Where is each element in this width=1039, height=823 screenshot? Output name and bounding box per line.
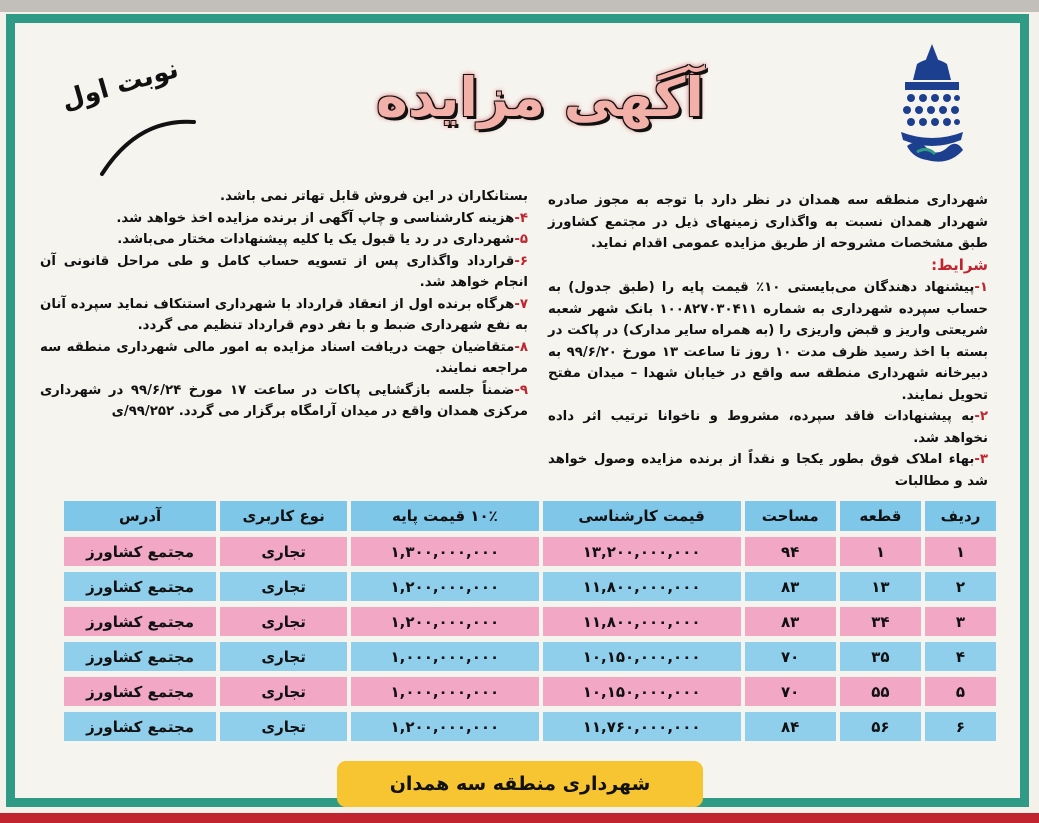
cell-plot: ۱۳ [840, 572, 921, 601]
table-row [64, 677, 996, 706]
condition-number: ۱- [974, 280, 988, 295]
cell-base-price: ۱,۲۰۰,۰۰۰,۰۰۰ [351, 712, 539, 741]
cell-expert-price: ۱۰,۱۵۰,۰۰۰,۰۰۰ [543, 677, 741, 706]
cell-base-price: ۱,۰۰۰,۰۰۰,۰۰۰ [351, 642, 539, 671]
condition-text: هزینه کارشناسی و چاپ آگهی از برنده مزایده اخذ خواهد شد. [116, 210, 515, 226]
condition-item [40, 251, 528, 294]
top-edge [0, 0, 1039, 12]
table-row [64, 537, 996, 566]
condition-item [40, 380, 528, 423]
header-usage-type: نوع کاربری [220, 501, 347, 531]
cell-row-number: ۲ [925, 572, 996, 601]
header-address: آدرس [64, 501, 216, 531]
condition-item [40, 294, 528, 337]
municipality-logo-icon [887, 40, 977, 170]
cell-expert-price: ۱۱,۸۰۰,۰۰۰,۰۰۰ [543, 607, 741, 636]
table-row [64, 572, 996, 601]
condition-item [548, 277, 988, 406]
cell-base-price: ۱,۲۰۰,۰۰۰,۰۰۰ [351, 607, 539, 636]
cell-address: مجتمع کشاورز [64, 572, 216, 601]
round-label: نوبت اول [58, 54, 182, 116]
cell-usage-type: تجاری [220, 642, 347, 671]
bottom-red-bar [0, 813, 1039, 823]
condition-number: ۲- [974, 409, 988, 424]
condition-text: هرگاه برنده اول از انعقاد قرارداد با شهرداری استنکاف نماید سپرده آنان به نفع شهرداری ضبط و با نفر دوم قرارداد تنظیم می گردد. [40, 296, 528, 333]
cell-expert-price: ۱۳,۲۰۰,۰۰۰,۰۰۰ [543, 537, 741, 566]
footer-municipality-name: شهرداری منطقه سه همدان [340, 764, 700, 804]
condition-text: بهاء املاک فوق بطور یکجا و نقداً از برنده مزایده وصول خواهد شد و مطالبات [548, 452, 988, 489]
cell-row-number: ۱ [925, 537, 996, 566]
condition-number: ۹- [514, 382, 528, 398]
cell-address: مجتمع کشاورز [64, 712, 216, 741]
condition-item [40, 208, 528, 230]
notice-left-column [40, 186, 528, 423]
condition-text: پیشنهاد دهندگان می‌بایستی ۱۰٪ قیمت پایه را (طبق جدول) به حساب سپرده شهرداری به شماره ۱۰۰۸۲۷۰۳۰۴۱۱ بانک شهر شعبه شریعتی واریز و قبض واریزی را (به همراه سایر مدارک) در پاکت در بسته با اخذ رسید ظرف مدت ۱۰ روز تا ساعت ۱۳ مورخ ۹۹/۶/۲۰ به دبیرخانه شهرداری منطقه سه واقع در خیابان شهدا – میدان مفتح تحویل نمایند. [548, 280, 988, 403]
cell-usage-type: تجاری [220, 537, 347, 566]
cell-area: ۷۰ [745, 642, 836, 671]
condition-text: شهرداری در رد یا قبول یک یا کلیه پیشنهادات مختار می‌باشد. [117, 232, 515, 247]
cell-area: ۸۳ [745, 572, 836, 601]
cell-usage-type: تجاری [220, 572, 347, 601]
cell-plot: ۳۴ [840, 607, 921, 636]
table-header-row [64, 501, 996, 531]
condition-item [40, 337, 528, 380]
condition-text: بستانکاران در این فروش قابل تهاتر نمی باشد. [220, 189, 528, 204]
condition-item [40, 229, 528, 251]
header-plot: قطعه [840, 501, 921, 531]
table-row [64, 607, 996, 636]
cell-row-number: ۳ [925, 607, 996, 636]
cell-usage-type: تجاری [220, 712, 347, 741]
cell-plot: ۵۶ [840, 712, 921, 741]
cell-area: ۸۳ [745, 607, 836, 636]
cell-area: ۷۰ [745, 677, 836, 706]
cell-plot: ۱ [840, 537, 921, 566]
cell-area: ۸۴ [745, 712, 836, 741]
cell-expert-price: ۱۰,۱۵۰,۰۰۰,۰۰۰ [543, 642, 741, 671]
notice-title: آگهی مزایده [376, 66, 704, 129]
table-row [64, 642, 996, 671]
auction-table [60, 495, 1000, 747]
cell-area: ۹۴ [745, 537, 836, 566]
table-row [64, 712, 996, 741]
intro-paragraph: شهرداری منطقه سه همدان در نظر دارد با توجه به مجوز صادره شهردار همدان نسبت به واگذاری زمینهای ذیل در مجتمع کشاورز طبق مشخصات مشروحه از طریق مزایده عمومی اقدام نماید. [548, 193, 988, 251]
condition-item [548, 406, 988, 449]
condition-number: ۳- [974, 452, 988, 467]
cell-usage-type: تجاری [220, 607, 347, 636]
cell-row-number: ۶ [925, 712, 996, 741]
condition-item [40, 186, 528, 208]
cell-plot: ۵۵ [840, 677, 921, 706]
cell-row-number: ۴ [925, 642, 996, 671]
header-expert-price: قیمت کارشناسی [543, 501, 741, 531]
cell-expert-price: ۱۱,۸۰۰,۰۰۰,۰۰۰ [543, 572, 741, 601]
cell-address: مجتمع کشاورز [64, 607, 216, 636]
condition-text: متقاضیان جهت دریافت اسناد مزایده به امور مالی شهرداری منطقه سه مراجعه نمایند. [40, 339, 528, 376]
cell-expert-price: ۱۱,۷۶۰,۰۰۰,۰۰۰ [543, 712, 741, 741]
condition-number: ۵- [514, 232, 528, 247]
cell-address: مجتمع کشاورز [64, 537, 216, 566]
condition-text: به پیشنهادات فاقد سپرده، مشروط و ناخوانا ترتیب اثر داده نخواهد شد. [548, 409, 988, 446]
header-area: مساحت [745, 501, 836, 531]
cell-base-price: ۱,۰۰۰,۰۰۰,۰۰۰ [351, 677, 539, 706]
cell-base-price: ۱,۲۰۰,۰۰۰,۰۰۰ [351, 572, 539, 601]
cell-usage-type: تجاری [220, 677, 347, 706]
cell-address: مجتمع کشاورز [64, 642, 216, 671]
condition-text: قرارداد واگذاری پس از تسویه حساب کامل و طی مراحل قانونی آن انجام خواهد شد. [40, 253, 528, 290]
conditions-title: شرایط: [931, 255, 988, 274]
condition-number: ۷- [514, 296, 528, 312]
cell-address: مجتمع کشاورز [64, 677, 216, 706]
condition-number: ۶- [514, 253, 528, 269]
cell-row-number: ۵ [925, 677, 996, 706]
notice-right-column [548, 190, 988, 492]
condition-text: ضمناً جلسه بازگشایی پاکات در ساعت ۱۷ مورخ ۹۹/۶/۲۴ در شهرداری مرکزی همدان واقع در میدان آرامگاه برگزار می گردد. ۹۹/۲۵۲/ی [40, 382, 528, 419]
header-base-price: ۱۰٪ قیمت پایه [351, 501, 539, 531]
condition-number: ۸- [514, 339, 528, 355]
condition-number: ۴- [514, 210, 528, 226]
condition-item [548, 449, 988, 492]
cell-base-price: ۱,۳۰۰,۰۰۰,۰۰۰ [351, 537, 539, 566]
cell-plot: ۳۵ [840, 642, 921, 671]
header-row-number: ردیف [925, 501, 996, 531]
